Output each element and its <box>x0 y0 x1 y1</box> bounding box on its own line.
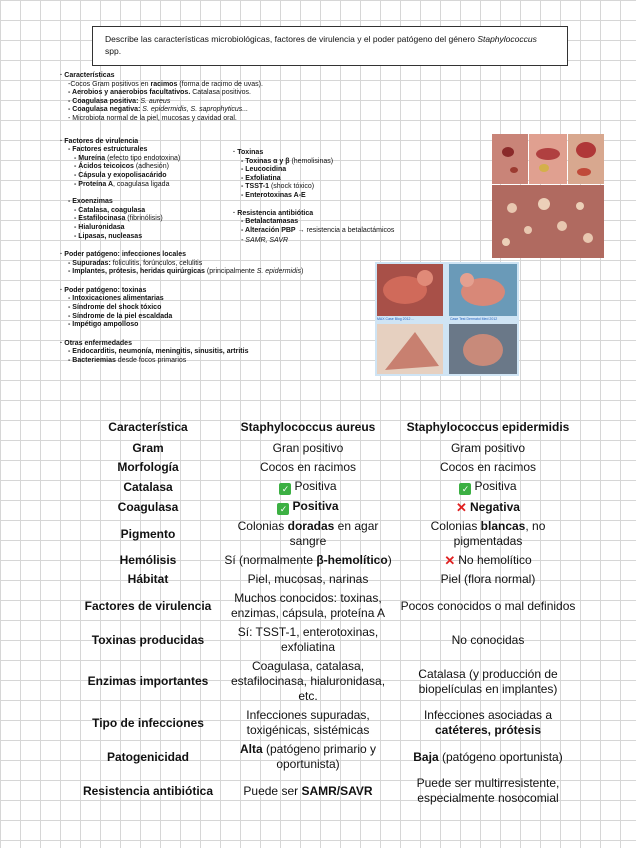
resistance-1: - Betalactamasas <box>241 218 299 226</box>
epidermidis-cell: No conocidas <box>451 632 525 647</box>
row-label: Tipo de infecciones <box>92 715 204 730</box>
aureus-cell: ✓ Positiva <box>218 477 398 497</box>
row-label: Patogenicidad <box>106 749 189 764</box>
row-label: Enzimas importantes <box>87 674 209 688</box>
row-label: Hábitat <box>127 572 169 586</box>
char-line-4: - Coagulasa negativa: S. epidermidis, S. saprophyticus... <box>68 106 249 114</box>
row-label: Hemólisis <box>119 553 177 567</box>
table-row <box>78 589 578 623</box>
resistance-title: · Resistencia antibiótica <box>233 209 314 217</box>
epidermidis-cell: Puede ser multirresistente, especialmente nosocomial <box>416 776 560 805</box>
toxin-2: - Leucocidina <box>241 166 287 174</box>
epidermidis-cell: Baja (patógeno oportunista) <box>413 749 563 764</box>
table-row <box>78 740 578 774</box>
tox-disease-1: - Intoxicaciones alimentarias <box>68 295 164 303</box>
table-row <box>78 623 578 657</box>
epidermidis-cell: Piel (flora normal) <box>440 572 536 586</box>
tox-disease-4: - Impétigo ampolloso <box>68 321 139 329</box>
local-infections-title: · Poder patógeno: infecciones locales <box>60 251 187 259</box>
aureus-cell: ✓ Positiva <box>218 497 398 517</box>
structural-2: - Ácidos teicoicos (adhesión) <box>74 163 169 171</box>
table-row <box>78 551 578 570</box>
structural-3: - Cápsula y exopolisacárido <box>74 171 167 179</box>
exo-4: - Lipasas, nucleasas <box>74 232 143 240</box>
other-1: - Endocarditis, neumonía, meningitis, sinusitis, artritis <box>68 348 249 356</box>
aureus-cell: Cocos en racimos <box>259 460 357 474</box>
header-epidermidis: Staphylococcus epidermidis <box>406 420 570 434</box>
tox-disease-3: - Síndrome de la piel escaldada <box>68 312 173 320</box>
table-row <box>78 657 578 706</box>
check-icon: ✓ <box>279 483 291 495</box>
exo-2: - Estafilocinasa (fibrinólisis) <box>74 215 163 223</box>
row-label: Toxinas producidas <box>91 632 205 647</box>
notes-right <box>233 149 394 246</box>
aureus-cell: Sí (normalmente β-hemolítico) <box>224 553 392 567</box>
table-row <box>78 439 578 458</box>
cross-icon: ✕ <box>456 499 467 515</box>
aureus-cell: Infecciones supuradas, toxigénicas, sistémicas <box>246 708 370 737</box>
aureus-cell: Colonias doradas en agar sangre <box>237 519 379 548</box>
exoenzymes-title: - Exoenzimas <box>68 198 113 206</box>
table-row <box>78 477 578 497</box>
question-box <box>92 26 568 66</box>
epidermidis-cell: Cocos en racimos <box>439 460 537 474</box>
header-aureus: Staphylococcus aureus <box>240 420 376 434</box>
characteristics-title: · Características <box>60 72 115 79</box>
resistance-3: - SAMR, SAVR <box>241 237 289 245</box>
check-icon: ✓ <box>459 483 471 495</box>
row-label: Catalasa <box>123 479 173 494</box>
char-line-1: -Cocos Gram positivos en racimos (forma de racimo de uvas). <box>68 80 263 88</box>
exo-1: - Catalasa, coagulasa <box>74 206 146 214</box>
table-row <box>78 458 578 477</box>
char-line-3: - Coagulasa positiva: S. aureus <box>68 97 171 105</box>
aureus-cell: Muchos conocidos: toxinas, enzimas, cápsula, proteína A <box>230 591 386 620</box>
aureus-cell: Piel, mucosas, narinas <box>247 572 369 586</box>
row-label: Gram <box>132 441 164 455</box>
tox-disease-2: - Síndrome del shock tóxico <box>68 304 162 312</box>
epidermidis-cell: Catalasa (y producción de biopelículas en implantes) <box>418 666 558 696</box>
toxins-title: · Toxinas <box>233 149 264 156</box>
row-label: Factores de virulencia <box>84 598 212 613</box>
structural-1: - Mureína (efecto tipo endotoxina) <box>74 154 181 162</box>
local-2: - Implantes, prótesis, heridas quirúrgicas (principalmente S. epidermidis) <box>68 268 304 276</box>
question-suffix: spp. <box>105 46 122 56</box>
epidermidis-cell: ✕ Negativa <box>456 499 520 515</box>
char-line-5: - Microbiota normal de la piel, mucosas y cavidad oral. <box>68 114 237 122</box>
toxins-disease-title: · Poder patógeno: toxinas <box>60 286 147 294</box>
table-row <box>78 774 578 808</box>
photo-caption-1: MAX Case Blog 2012 ... <box>377 317 415 321</box>
epidermidis-cell: Colonias blancas, no pigmentadas <box>430 519 546 548</box>
epidermidis-cell: Infecciones asociadas a catéteres, prótesis <box>423 708 553 737</box>
epidermidis-cell: Pocos conocidos o mal definidos <box>400 598 576 613</box>
table-row <box>78 497 578 517</box>
structural-title: - Factores estructurales <box>68 146 148 154</box>
photo-caption-2: Case Test Dermatol Med 2012 <box>450 317 498 321</box>
resistance-2: - Alteración PBP → resistencia a betalactámicos <box>241 226 395 234</box>
virulence-title: · Factores de virulencia <box>60 137 139 145</box>
comparison-table <box>78 416 578 808</box>
structural-4: - Proteína A, coagulasa ligada <box>74 180 170 188</box>
table-header-row <box>78 416 578 439</box>
table-row <box>78 570 578 589</box>
toxin-3: - Exfoliatina <box>241 174 281 182</box>
table-row <box>78 517 578 551</box>
question-prefix: Describe las características microbiológicas, factores de virulencia y el poder patógeno del género <box>105 34 478 44</box>
other-diseases-title: · Otras enfermedades <box>60 339 132 347</box>
other-2: - Bacteriemias desde focos primarios <box>68 357 187 365</box>
exo-3: - Hialuronidasa <box>74 223 125 231</box>
char-line-2: - Aerobios y anaerobios facultativos. Catalasa positivos. <box>68 89 251 97</box>
toxin-4: - TSST-1 (shock tóxico) <box>241 183 315 191</box>
row-label: Morfología <box>117 460 179 474</box>
aureus-cell: Gran positivo <box>272 441 344 455</box>
toxin-1: - Toxinas α y β (hemolisinas) <box>241 157 334 165</box>
local-1: - Supuradas: foliculitis, forúnculos, celulitis <box>68 259 203 267</box>
check-icon: ✓ <box>277 503 289 515</box>
epidermidis-cell: Gram positivo <box>450 441 526 455</box>
aureus-cell: Coagulasa, catalasa, estafilocinasa, hialuronidasa, etc. <box>230 659 386 703</box>
aureus-cell: Alta (patógeno primario y oportunista) <box>239 742 377 771</box>
question-genus: Staphylococcus <box>477 34 537 44</box>
row-label: Pigmento <box>120 526 176 541</box>
cross-icon: ✕ <box>444 553 456 568</box>
skin-lesions-photo <box>492 134 604 258</box>
aureus-cell: Sí: TSST-1, enterotoxinas, exfoliatina <box>237 625 379 654</box>
header-characteristic: Característica <box>108 420 188 434</box>
aureus-cell: Puede ser SAMR/SAVR <box>243 783 373 798</box>
row-label: Coagulasa <box>117 499 179 514</box>
epidermidis-cell: ✕ No hemolítico <box>444 553 532 568</box>
table-row <box>78 706 578 740</box>
epidermidis-cell: ✓ Positiva <box>398 477 578 497</box>
toxin-5: - Enterotoxinas A-E <box>241 191 306 199</box>
row-label: Resistencia antibiótica <box>82 783 214 798</box>
